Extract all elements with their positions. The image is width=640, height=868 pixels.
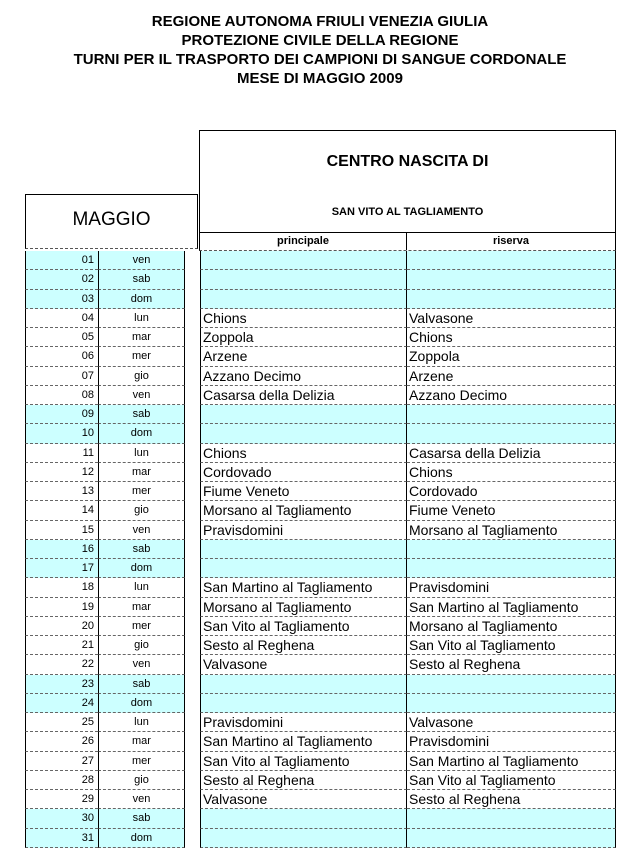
weekday-cell: ven: [98, 655, 185, 674]
day-cell: 08: [25, 386, 98, 405]
principale-cell: San Martino al Tagliamento: [200, 578, 407, 597]
table-row: [25, 675, 616, 694]
weekday-cell: lun: [98, 309, 185, 328]
day-cell: 02: [25, 270, 98, 289]
riserva-cell: Chions: [407, 463, 616, 482]
day-cell: 27: [25, 752, 98, 771]
day-cell: 05: [25, 328, 98, 347]
table-row: [25, 251, 616, 270]
principale-cell: [200, 405, 407, 424]
weekday-cell: mer: [98, 347, 185, 366]
principale-cell: [200, 540, 407, 559]
weekday-cell: gio: [98, 771, 185, 790]
principale-cell: Fiume Veneto: [200, 482, 407, 501]
table-row: [25, 444, 616, 463]
table-row: [25, 752, 616, 771]
table-row: [25, 540, 616, 559]
table-row: [25, 809, 616, 828]
riserva-cell: Casarsa della Delizia: [407, 444, 616, 463]
header-riserva: riserva: [492, 235, 530, 247]
weekday-cell: sab: [98, 405, 185, 424]
table-row: [25, 655, 616, 674]
day-cell: 16: [25, 540, 98, 559]
table-row: [25, 347, 616, 366]
weekday-cell: ven: [98, 251, 185, 270]
riserva-cell: [407, 829, 616, 848]
table-row: [25, 636, 616, 655]
title-line: TURNI PER IL TRASPORTO DEI CAMPIONI DI SANGUE CORDONALE: [73, 51, 567, 68]
riserva-cell: [407, 424, 616, 443]
day-cell: 17: [25, 559, 98, 578]
table-row: [25, 328, 616, 347]
day-cell: 20: [25, 617, 98, 636]
principale-cell: Sesto al Reghena: [200, 771, 407, 790]
weekday-cell: sab: [98, 270, 185, 289]
principale-cell: [200, 270, 407, 289]
principale-cell: San Vito al Tagliamento: [200, 617, 407, 636]
riserva-cell: Fiume Veneto: [407, 501, 616, 520]
weekday-cell: lun: [98, 578, 185, 597]
riserva-cell: [407, 540, 616, 559]
weekday-cell: sab: [98, 675, 185, 694]
day-cell: 07: [25, 367, 98, 386]
centro-title: CENTRO NASCITA DI: [326, 153, 489, 170]
weekday-cell: sab: [98, 809, 185, 828]
weekday-cell: mer: [98, 752, 185, 771]
riserva-cell: San Vito al Tagliamento: [407, 771, 616, 790]
riserva-cell: Chions: [407, 328, 616, 347]
principale-cell: [200, 829, 407, 848]
title-line: MESE DI MAGGIO 2009: [237, 70, 403, 87]
weekday-cell: mer: [98, 482, 185, 501]
principale-cell: Casarsa della Delizia: [200, 386, 407, 405]
table-row: [25, 617, 616, 636]
weekday-cell: dom: [98, 290, 185, 309]
weekday-cell: dom: [98, 559, 185, 578]
weekday-cell: mar: [98, 328, 185, 347]
riserva-cell: [407, 251, 616, 270]
principale-cell: Zoppola: [200, 328, 407, 347]
table-row: [25, 790, 616, 809]
day-cell: 06: [25, 347, 98, 366]
weekday-cell: mer: [98, 617, 185, 636]
centro-header: [199, 130, 616, 233]
weekday-cell: ven: [98, 790, 185, 809]
riserva-cell: Morsano al Tagliamento: [407, 617, 616, 636]
day-cell: 19: [25, 598, 98, 617]
day-cell: 21: [25, 636, 98, 655]
weekday-cell: mar: [98, 732, 185, 751]
table-row: [25, 559, 616, 578]
table-row: [25, 829, 616, 848]
table-row: [25, 732, 616, 751]
day-cell: 04: [25, 309, 98, 328]
centro-place: SAN VITO AL TAGLIAMENTO: [331, 206, 484, 218]
riserva-cell: Sesto al Reghena: [407, 790, 616, 809]
day-cell: 11: [25, 444, 98, 463]
principale-cell: [200, 559, 407, 578]
riserva-cell: Pravisdomini: [407, 732, 616, 751]
table-row: [25, 405, 616, 424]
weekday-cell: sab: [98, 540, 185, 559]
weekday-cell: dom: [98, 829, 185, 848]
document-title: [0, 12, 640, 88]
principale-cell: [200, 809, 407, 828]
table-row: [25, 309, 616, 328]
day-cell: 13: [25, 482, 98, 501]
riserva-cell: San Vito al Tagliamento: [407, 636, 616, 655]
day-cell: 28: [25, 771, 98, 790]
principale-cell: Cordovado: [200, 463, 407, 482]
principale-cell: Pravisdomini: [200, 521, 407, 540]
riserva-cell: [407, 290, 616, 309]
riserva-cell: [407, 675, 616, 694]
riserva-cell: Sesto al Reghena: [407, 655, 616, 674]
principale-cell: Valvasone: [200, 790, 407, 809]
riserva-cell: Azzano Decimo: [407, 386, 616, 405]
principale-cell: Morsano al Tagliamento: [200, 598, 407, 617]
principale-cell: [200, 694, 407, 713]
weekday-cell: dom: [98, 424, 185, 443]
riserva-cell: San Martino al Tagliamento: [407, 752, 616, 771]
day-cell: 09: [25, 405, 98, 424]
table-row: [25, 290, 616, 309]
day-cell: 30: [25, 809, 98, 828]
principale-cell: Valvasone: [200, 655, 407, 674]
riserva-cell: [407, 694, 616, 713]
day-cell: 31: [25, 829, 98, 848]
riserva-cell: Morsano al Tagliamento: [407, 521, 616, 540]
principale-cell: Pravisdomini: [200, 713, 407, 732]
weekday-cell: dom: [98, 694, 185, 713]
riserva-cell: Zoppola: [407, 347, 616, 366]
day-cell: 01: [25, 251, 98, 270]
principale-cell: Azzano Decimo: [200, 367, 407, 386]
column-subheader: [199, 232, 616, 251]
principale-cell: [200, 251, 407, 270]
riserva-cell: Cordovado: [407, 482, 616, 501]
day-cell: 10: [25, 424, 98, 443]
weekday-cell: gio: [98, 501, 185, 520]
weekday-cell: ven: [98, 386, 185, 405]
riserva-cell: [407, 270, 616, 289]
day-cell: 26: [25, 732, 98, 751]
weekday-cell: mar: [98, 598, 185, 617]
table-row: [25, 501, 616, 520]
day-cell: 29: [25, 790, 98, 809]
principale-cell: Morsano al Tagliamento: [200, 501, 407, 520]
table-row: [25, 367, 616, 386]
riserva-cell: San Martino al Tagliamento: [407, 598, 616, 617]
table-row: [25, 713, 616, 732]
riserva-cell: Pravisdomini: [407, 578, 616, 597]
table-row: [25, 578, 616, 597]
weekday-cell: mar: [98, 463, 185, 482]
month-header: MAGGIO: [25, 194, 198, 249]
day-cell: 03: [25, 290, 98, 309]
header-principale: principale: [200, 232, 407, 250]
principale-cell: [200, 424, 407, 443]
day-cell: 23: [25, 675, 98, 694]
day-cell: 15: [25, 521, 98, 540]
principale-cell: Chions: [200, 309, 407, 328]
table-row: [25, 270, 616, 289]
day-cell: 18: [25, 578, 98, 597]
day-cell: 12: [25, 463, 98, 482]
weekday-cell: ven: [98, 521, 185, 540]
principale-cell: Arzene: [200, 347, 407, 366]
table-row: [25, 463, 616, 482]
riserva-cell: Arzene: [407, 367, 616, 386]
weekday-cell: gio: [98, 636, 185, 655]
day-cell: 22: [25, 655, 98, 674]
riserva-cell: Valvasone: [407, 713, 616, 732]
weekday-cell: gio: [98, 367, 185, 386]
weekday-cell: lun: [98, 444, 185, 463]
day-cell: 24: [25, 694, 98, 713]
table-row: [25, 521, 616, 540]
table-row: [25, 694, 616, 713]
riserva-cell: [407, 405, 616, 424]
riserva-cell: [407, 809, 616, 828]
principale-cell: [200, 675, 407, 694]
title-line: PROTEZIONE CIVILE DELLA REGIONE: [181, 32, 459, 49]
schedule-table: [25, 251, 616, 848]
table-row: [25, 386, 616, 405]
principale-cell: Sesto al Reghena: [200, 636, 407, 655]
principale-cell: San Vito al Tagliamento: [200, 752, 407, 771]
riserva-cell: Valvasone: [407, 309, 616, 328]
day-cell: 25: [25, 713, 98, 732]
day-cell: 14: [25, 501, 98, 520]
principale-cell: [200, 290, 407, 309]
table-row: [25, 424, 616, 443]
table-row: [25, 598, 616, 617]
weekday-cell: lun: [98, 713, 185, 732]
principale-cell: Chions: [200, 444, 407, 463]
table-row: [25, 482, 616, 501]
principale-cell: San Martino al Tagliamento: [200, 732, 407, 751]
riserva-cell: [407, 559, 616, 578]
table-row: [25, 771, 616, 790]
title-line: REGIONE AUTONOMA FRIULI VENEZIA GIULIA: [151, 13, 489, 30]
